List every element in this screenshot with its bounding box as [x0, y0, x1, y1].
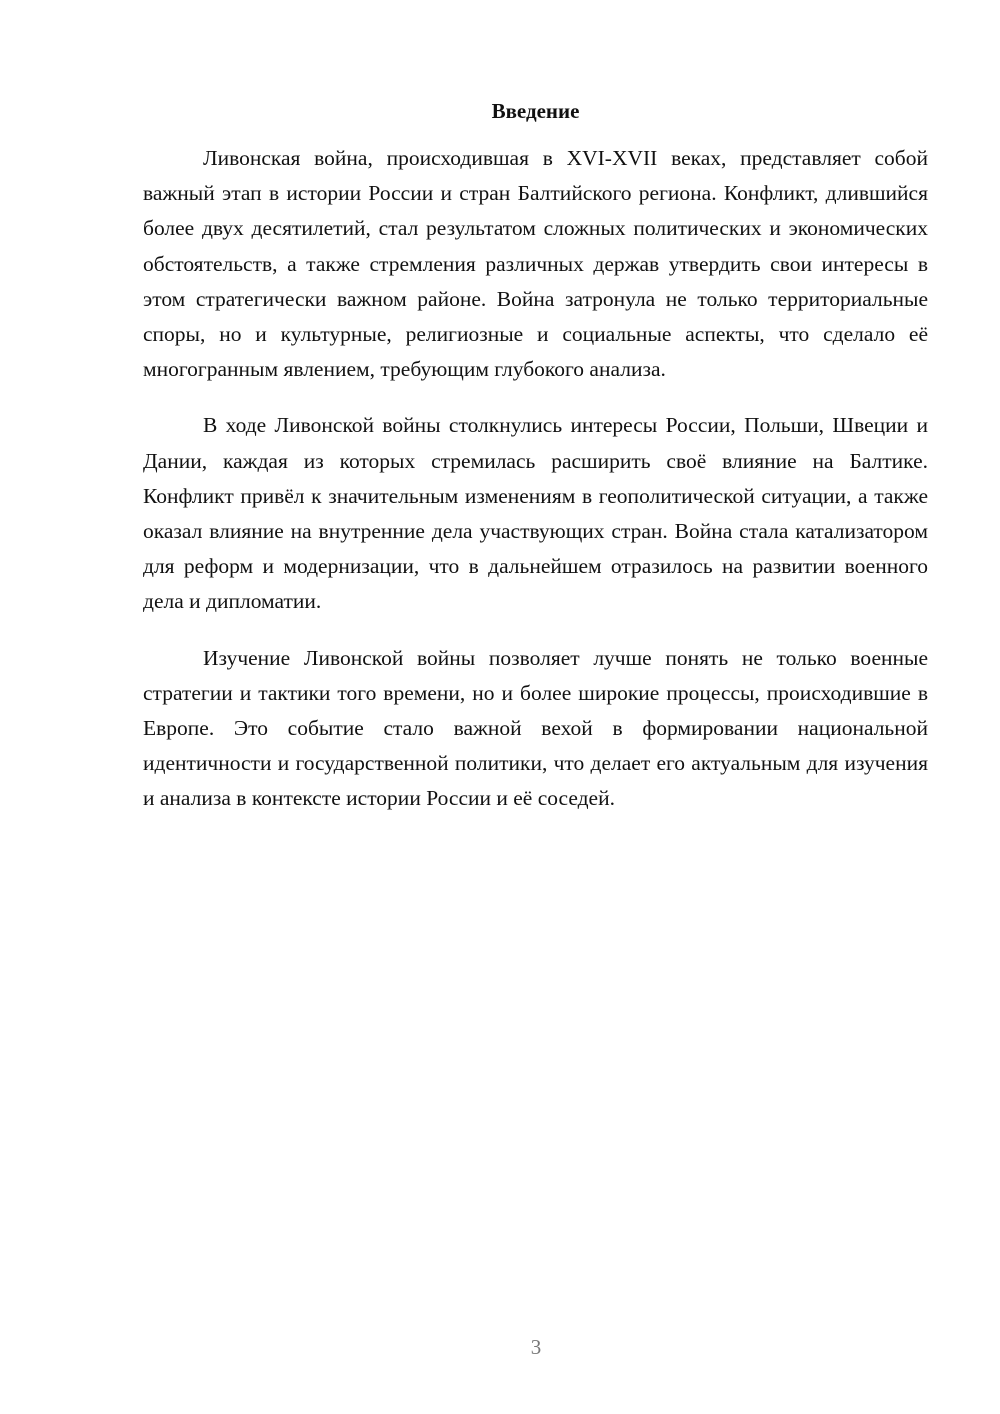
page-number: 3: [530, 1335, 542, 1359]
paragraph-1: Ливонская война, происходившая в XVI-XVII веках, представляет собой важный этап в истории России и стран Балтийского региона. Конфликт, длившийся более двух десятилетий, стал результатом сложных политических и экономических обстоятельств, а также стремления различных держав утвердить свои интересы в этом стратегически важном районе. Война затронула не только территориальные споры, но и культурные, религиозные и социальные аспекты, что сделало её многогранным явлением, требующим глубокого анализа.: [143, 146, 928, 382]
paragraph-2: В ходе Ливонской войны столкнулись интересы России, Польши, Швеции и Дании, каждая из которых стремилась расширить своё влияние на Балтике. Конфликт привёл к значительным изменениям в геополитической ситуации, а также оказал влияние на внутренние дела участвующих стран. Война стала катализатором для реформ и модернизации, что в дальнейшем отразилось на развитии военного дела и дипломатии.: [143, 413, 928, 614]
paragraph-3: Изучение Ливонской войны позволяет лучше понять не только военные стратегии и тактики того времени, но и более широкие процессы, происходившие в Европе. Это событие стало важной вехой в формировании национальной идентичности и государственной политики, что делает его актуальным для изучения и анализа в контексте истории России и её соседей.: [143, 645, 928, 811]
body-text: [143, 141, 928, 817]
section-heading: Введение: [491, 99, 580, 123]
